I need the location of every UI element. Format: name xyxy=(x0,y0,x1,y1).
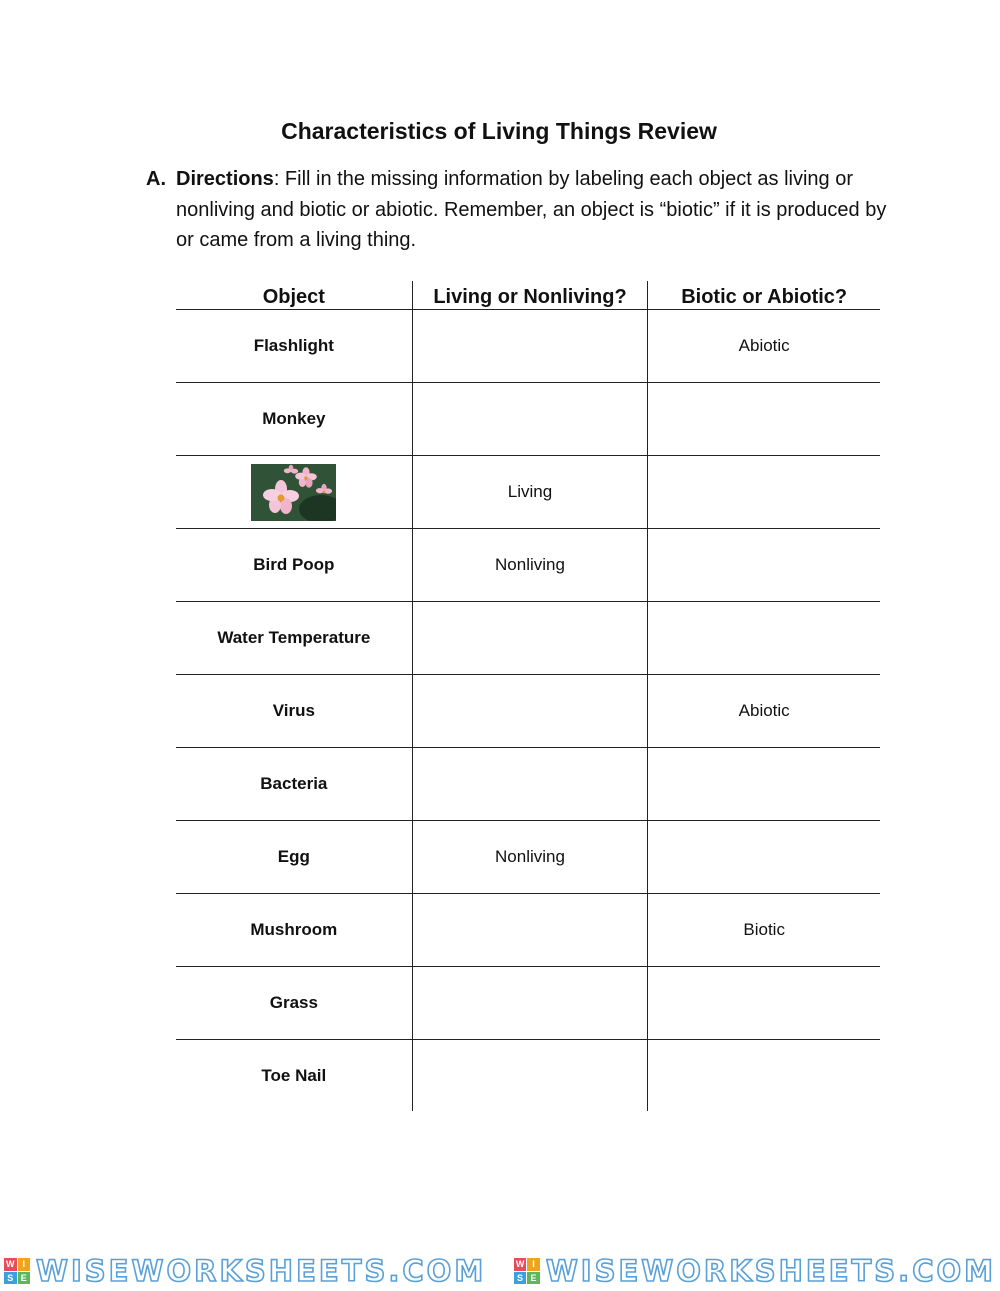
table-row xyxy=(176,383,880,456)
brand-wordmark: WISEWORKSHEETS.COM xyxy=(545,1254,996,1288)
directions-lead: Directions xyxy=(176,168,274,190)
object-cell: Flashlight xyxy=(176,310,413,382)
table-row xyxy=(176,894,880,967)
section-letter: A. xyxy=(146,168,166,190)
brand-watermark xyxy=(514,1254,996,1288)
brand-wordmark: WISEWORKSHEETS.COM xyxy=(36,1254,487,1288)
biotic-cell[interactable]: Biotic xyxy=(743,920,785,939)
object-cell: Bacteria xyxy=(176,748,413,820)
living-cell[interactable] xyxy=(413,383,649,455)
table-row xyxy=(176,1040,880,1111)
living-cell[interactable] xyxy=(413,748,649,820)
table-row xyxy=(176,310,880,383)
living-cell[interactable] xyxy=(413,1040,649,1111)
biotic-cell[interactable] xyxy=(648,383,880,455)
table-row xyxy=(176,675,880,748)
object-cell: Grass xyxy=(176,967,413,1039)
object-cell: Toe Nail xyxy=(176,1040,413,1111)
living-cell[interactable] xyxy=(413,675,649,747)
biotic-cell[interactable] xyxy=(648,748,880,820)
table-row xyxy=(176,748,880,821)
living-cell[interactable] xyxy=(413,894,649,966)
biotic-cell[interactable] xyxy=(648,967,880,1039)
object-cell: Egg xyxy=(176,821,413,893)
table-header-row xyxy=(176,281,880,310)
object-cell: Mushroom xyxy=(176,894,413,966)
table-row xyxy=(176,529,880,602)
object-cell: Virus xyxy=(176,675,413,747)
flower-photo xyxy=(251,464,336,521)
living-cell[interactable]: Nonliving xyxy=(413,821,649,893)
biotic-cell[interactable] xyxy=(648,529,880,601)
worksheet-table xyxy=(176,281,880,1111)
header-object: Object xyxy=(176,281,413,309)
object-cell: Water Temperature xyxy=(176,602,413,674)
biotic-cell[interactable]: Abiotic xyxy=(738,701,790,720)
table-row xyxy=(176,967,880,1040)
biotic-cell[interactable] xyxy=(648,1040,880,1111)
table-row xyxy=(176,602,880,675)
table-row xyxy=(176,456,880,529)
living-cell[interactable] xyxy=(413,602,649,674)
brand-logo-icon: W I S E xyxy=(514,1258,540,1284)
footer-watermark xyxy=(0,1254,1000,1288)
biotic-cell[interactable] xyxy=(648,821,880,893)
worksheet-title: Characteristics of Living Things Review xyxy=(281,118,717,144)
living-cell[interactable]: Living xyxy=(413,456,649,528)
biotic-cell[interactable] xyxy=(648,456,880,528)
biotic-cell[interactable] xyxy=(648,602,880,674)
living-cell[interactable]: Nonliving xyxy=(413,529,649,601)
living-cell[interactable] xyxy=(413,967,649,1039)
living-cell[interactable] xyxy=(413,310,649,382)
header-living: Living or Nonliving? xyxy=(413,281,649,309)
object-cell: Bird Poop xyxy=(176,529,413,601)
brand-logo-icon: W I S E xyxy=(4,1258,30,1284)
directions-body: : Fill in the missing information by labeling each object as living or nonliving and biotic or abiotic. Remember, an object is “biotic” if it is produced by or came from a living thing. xyxy=(176,168,887,251)
object-cell: Monkey xyxy=(176,383,413,455)
biotic-cell[interactable]: Abiotic xyxy=(738,336,790,355)
directions-text xyxy=(176,164,896,256)
brand-watermark xyxy=(4,1254,486,1288)
header-biotic: Biotic or Abiotic? xyxy=(681,286,848,308)
object-cell xyxy=(176,456,413,528)
directions xyxy=(146,164,896,256)
table-row xyxy=(176,821,880,894)
